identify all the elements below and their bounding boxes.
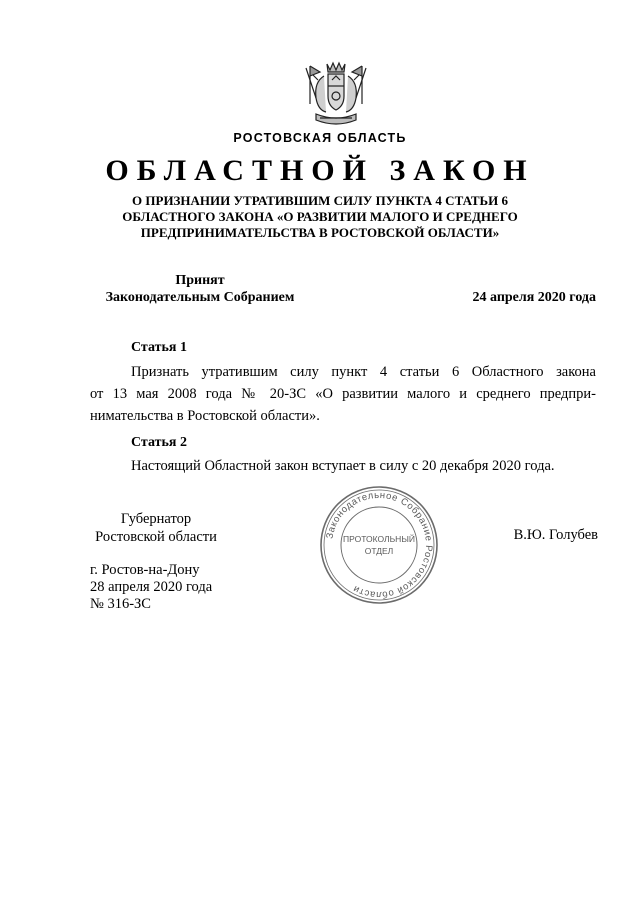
- issue-city: г. Ростов-на-Дону: [90, 562, 200, 578]
- adoption-date: 24 апреля 2020 года: [472, 290, 596, 305]
- stamp-outer-text: Законодательное Собрание Ростовской области: [324, 489, 435, 601]
- document-type: ОБЛАСТНОЙ ЗАКОН: [105, 154, 535, 187]
- adopted-label: Принят: [175, 273, 225, 288]
- issue-details: [90, 562, 212, 613]
- law-title: [100, 193, 540, 241]
- adopted-by: [90, 272, 310, 306]
- article-1-line: от 13 мая 2008 года № 20-ЗС «О развитии малого и среднего предпри-: [90, 386, 596, 402]
- adopting-body: Законодательным Собранием: [105, 290, 295, 305]
- article-1-line: Признать утратившим силу пункт 4 статьи 6 Областного закона: [131, 364, 596, 380]
- coat-of-arms-icon: [300, 58, 372, 130]
- signatory-region: Ростовской области: [95, 529, 217, 545]
- signatory-position: [90, 510, 222, 546]
- issue-date: 28 апреля 2020 года: [90, 579, 213, 595]
- law-title-line: О ПРИЗНАНИИ УТРАТИВШИМ СИЛУ ПУНКТА 4 СТАТЬИ 6: [132, 193, 508, 208]
- article-1-line: нимательства в Ростовской области».: [90, 408, 320, 424]
- stamp-inner-line: ОТДЕЛ: [364, 546, 394, 556]
- law-title-line: ОБЛАСТНОГО ЗАКОНА «О РАЗВИТИИ МАЛОГО И СРЕДНЕГО: [122, 209, 518, 224]
- region-name: РОСТОВСКАЯ ОБЛАСТЬ: [233, 131, 407, 145]
- signatory-title: Губернатор: [120, 511, 192, 527]
- official-stamp: [318, 484, 440, 606]
- law-number: № 316-ЗС: [90, 596, 151, 612]
- article-1-heading: Статья 1: [131, 340, 187, 355]
- signatory-name: В.Ю. Голубев: [513, 527, 598, 543]
- article-2-text: Настоящий Областной закон вступает в силу с 20 декабря 2020 года.: [131, 458, 555, 474]
- law-title-line: ПРЕДПРИНИМАТЕЛЬСТВА В РОСТОВСКОЙ ОБЛАСТИ»: [140, 225, 500, 240]
- article-1-text: [90, 361, 596, 427]
- stamp-inner-line: ПРОТОКОЛЬНЫЙ: [343, 534, 415, 544]
- article-2-heading: Статья 2: [131, 435, 187, 450]
